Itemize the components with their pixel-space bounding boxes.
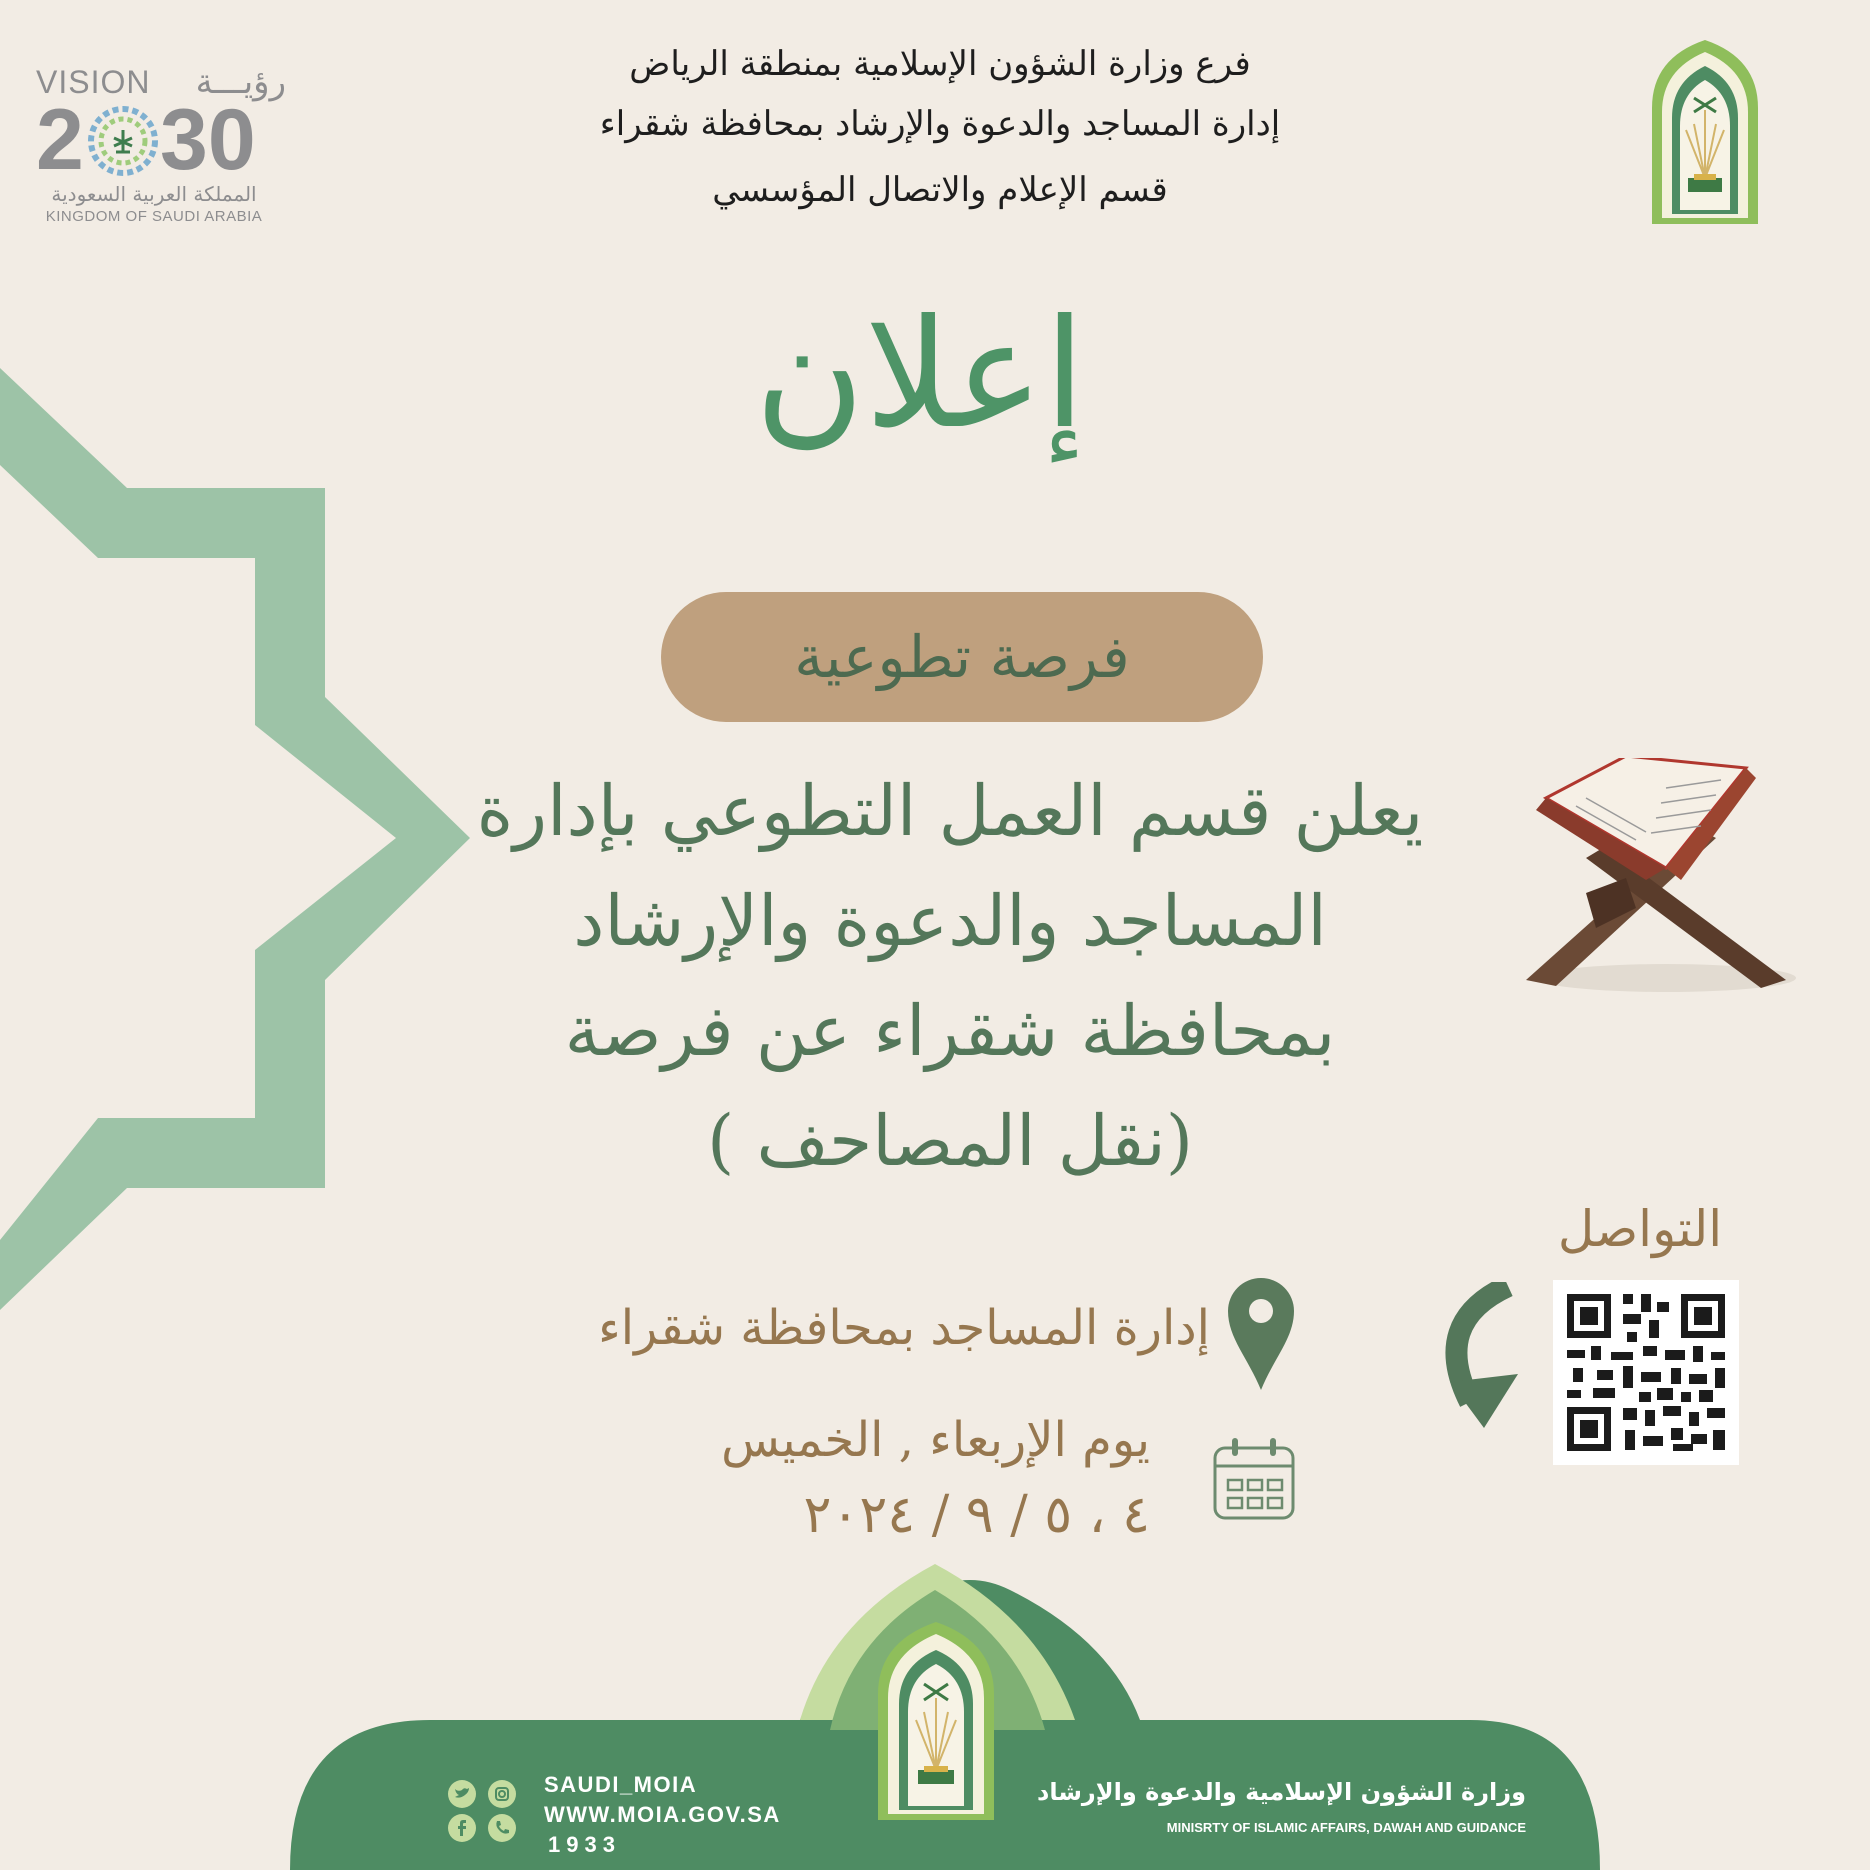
footer-phone[interactable]: 1933 (548, 1832, 621, 1857)
body-line-2: المساجد والدعوة والإرشاد (573, 880, 1327, 962)
facebook-icon[interactable] (448, 1814, 476, 1842)
location-text: إدارة المساجد بمحافظة شقراء (598, 1300, 1210, 1356)
vision-country-ar: المملكة العربية السعودية (51, 182, 257, 206)
vision-country-en: KINGDOM OF SAUDI ARABIA (45, 208, 263, 225)
body-line-3: بمحافظة شقراء عن فرصة (564, 990, 1336, 1072)
badge-label: فرصة تطوعية (794, 623, 1130, 691)
vision-year-left: 2 (36, 92, 84, 188)
curved-arrow-icon (1430, 1282, 1530, 1432)
vision-emblem-icon (88, 106, 158, 176)
event-dates: ٤ ، ٥ / ٩ / ٢٠٢٤ (803, 1485, 1150, 1545)
location-pin-icon (1228, 1278, 1294, 1390)
qr-code[interactable] (1553, 1280, 1739, 1465)
footer-ministry-ar: وزارة الشؤون الإسلامية والدعوة والإرشاد (1037, 1778, 1526, 1806)
header-line-branch: فرع وزارة الشؤون الإسلامية بمنطقة الرياض (629, 44, 1251, 84)
calendar-icon (1212, 1436, 1296, 1522)
body-line-4: (نقل المصاحف ) (706, 1100, 1194, 1182)
volunteer-opportunity-badge (661, 592, 1263, 722)
body-line-1: يعلن قسم العمل التطوعي بإدارة (476, 770, 1424, 852)
instagram-icon[interactable] (488, 1780, 516, 1808)
header-line-section: قسم الإعلام والاتصال المؤسسي (712, 170, 1168, 210)
vision-word-ar: رؤيـــة (195, 62, 286, 102)
quran-stand-icon (1516, 758, 1806, 1008)
vision-year-right: 30 (160, 92, 256, 188)
footer-website[interactable]: WWW.MOIA.GOV.SA (544, 1802, 781, 1827)
vision-word-en: VISION (36, 64, 151, 100)
footer-ministry-en: MINISRTY OF ISLAMIC AFFAIRS, DAWAH AND GUIDANCE (1166, 1820, 1526, 1835)
footer-social-handle[interactable]: SAUDI_MOIA (544, 1772, 698, 1797)
qr-code-icon (1553, 1280, 1739, 1465)
vision-2030-logo (36, 62, 286, 232)
twitter-icon[interactable] (448, 1780, 476, 1808)
phone-icon[interactable] (488, 1814, 516, 1842)
header-line-department: إدارة المساجد والدعوة والإرشاد بمحافظة شقراء (599, 104, 1281, 144)
footer-ministry-logo-icon (874, 1620, 998, 1820)
ministry-logo-icon (1648, 38, 1762, 224)
announcement-title: إعلان (754, 288, 1086, 462)
contact-label: التواصل (1557, 1200, 1723, 1258)
event-days: يوم الإربعاء , الخميس (721, 1412, 1150, 1468)
